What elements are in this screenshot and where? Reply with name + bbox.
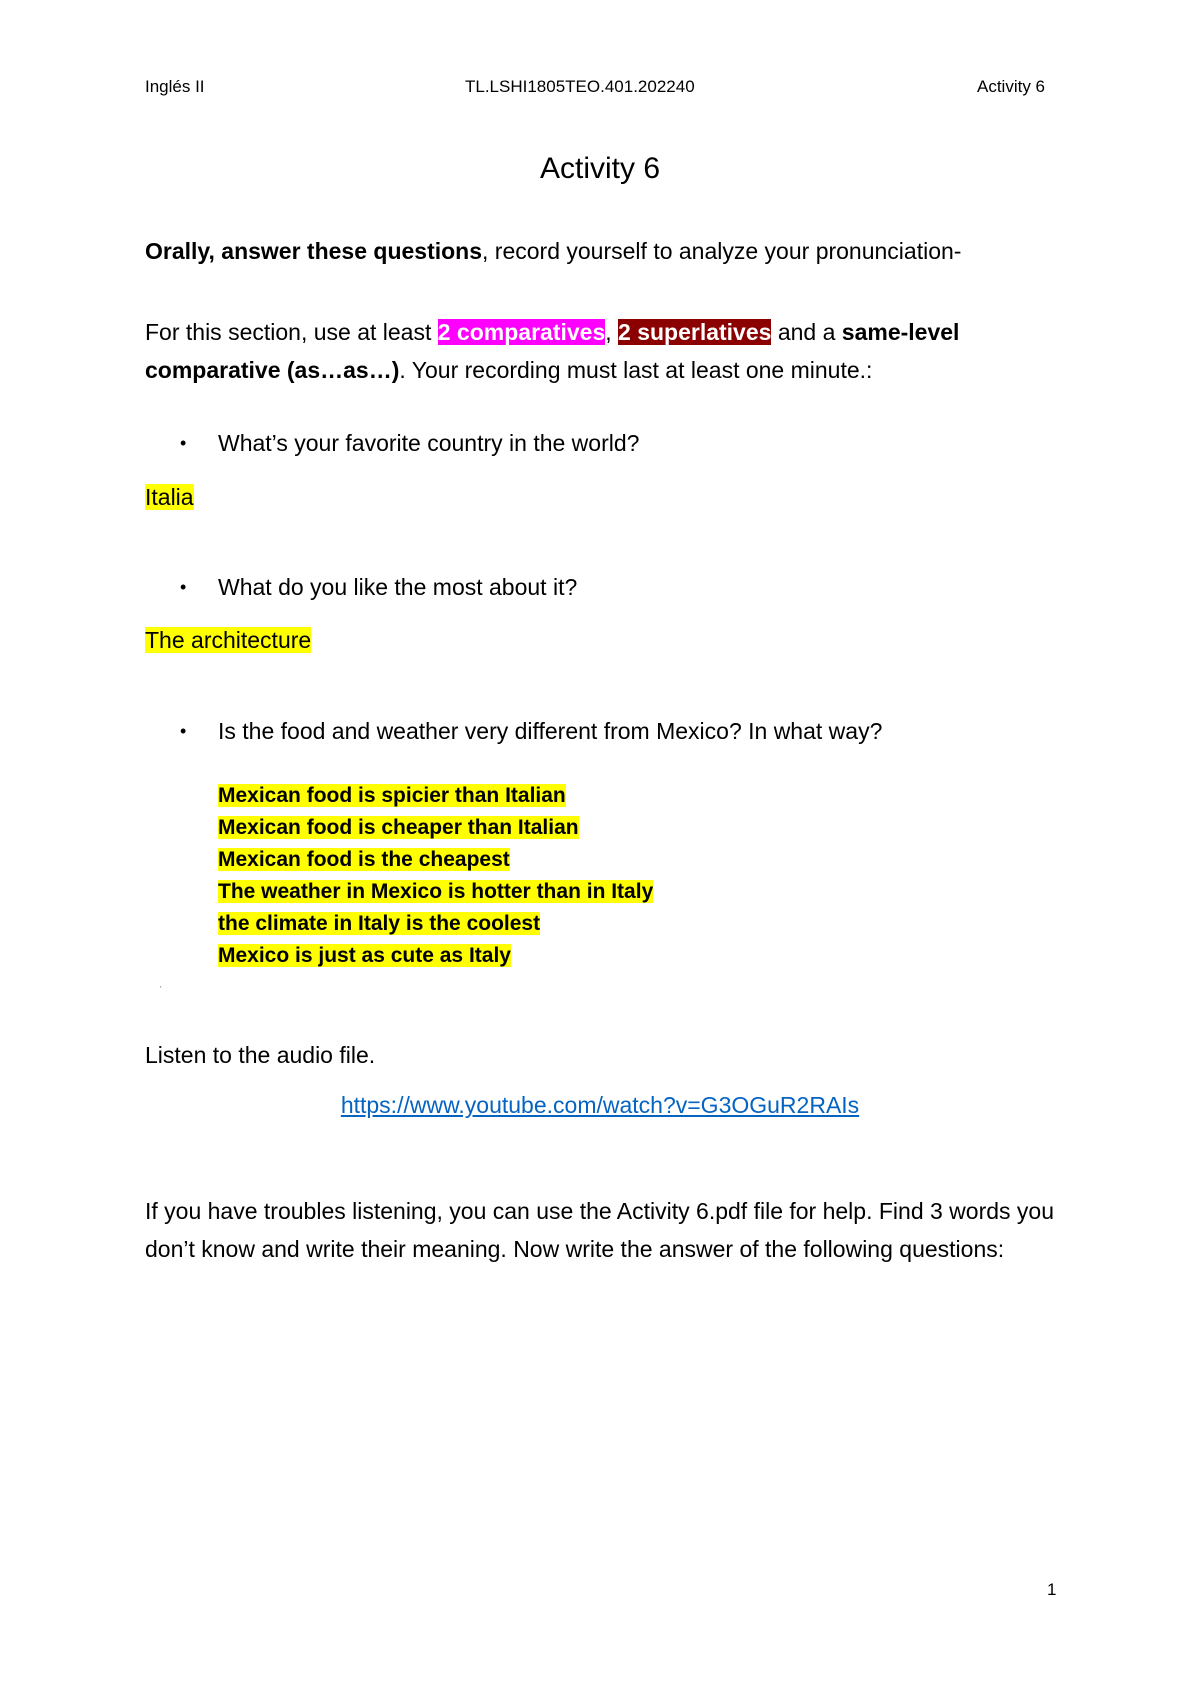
header-activity: Activity 6 — [977, 77, 1046, 96]
header-code: TL.LSHI1805TEO.401.202240 — [465, 77, 695, 96]
youtube-link[interactable]: https://www.youtube.com/watch?v=G3OGuR2RAIs — [340, 1092, 860, 1118]
youtube-link-row — [0, 1090, 1200, 1120]
bullet-icon: • — [180, 577, 187, 597]
list-item: Mexican food is cheaper than Italian — [218, 816, 579, 839]
list-item: the climate in Italy is the coolest — [218, 912, 541, 935]
answer-2 — [145, 624, 311, 656]
superlatives-highlight: 2 superlatives — [618, 319, 772, 345]
answer-2-text: The architecture — [145, 627, 312, 653]
stray-mark: ' — [160, 985, 162, 994]
question-1 — [180, 428, 639, 458]
list-item: Mexican food is spicier than Italian — [218, 784, 566, 807]
page-title: Activity 6 — [539, 152, 661, 185]
question-3-text: Is the food and weather very different from Mexico? In what way? — [218, 718, 883, 744]
intro-and-a: and a — [771, 319, 842, 345]
same-level-bold: same-level comparative (as…as…) — [145, 319, 960, 383]
question-1-text: What’s your favorite country in the world? — [218, 430, 640, 456]
listen-instruction: Listen to the audio file. — [145, 1042, 376, 1068]
list-item: Mexican food is the cheapest — [218, 848, 510, 871]
section-intro-paragraph — [145, 313, 1065, 389]
page-number: 1 — [1047, 1580, 1057, 1599]
bullet-icon: • — [180, 721, 187, 741]
instructions-paragraph — [145, 232, 1065, 270]
answer-1 — [145, 481, 194, 513]
question-2-text: What do you like the most about it? — [218, 574, 578, 600]
list-item: Mexico is just as cute as Italy — [218, 944, 511, 967]
comparatives-highlight: 2 comparatives — [437, 319, 606, 345]
list-item: The weather in Mexico is hotter than in Italy — [218, 880, 654, 903]
answer-1-text: Italia — [145, 484, 194, 510]
closing-paragraph: If you have troubles listening, you can use the Activity 6.pdf file for help. Find 3 words you don’t know and write their meaning. Now write the answer of the following questions: — [145, 1198, 1055, 1262]
intro-rest: . Your recording must last at least one minute.: — [399, 357, 873, 383]
instructions-bold: Orally, answer these questions — [145, 238, 483, 264]
intro-prefix: For this section, use at least — [145, 319, 438, 345]
question-3 — [180, 716, 882, 746]
header-course: Inglés II — [145, 77, 205, 96]
instructions-rest: , record yourself to analyze your pronunciation- — [482, 238, 962, 264]
intro-comma: , — [605, 319, 612, 345]
question-2 — [180, 572, 577, 602]
answer-3-list — [218, 780, 653, 972]
bullet-icon: • — [180, 433, 187, 453]
